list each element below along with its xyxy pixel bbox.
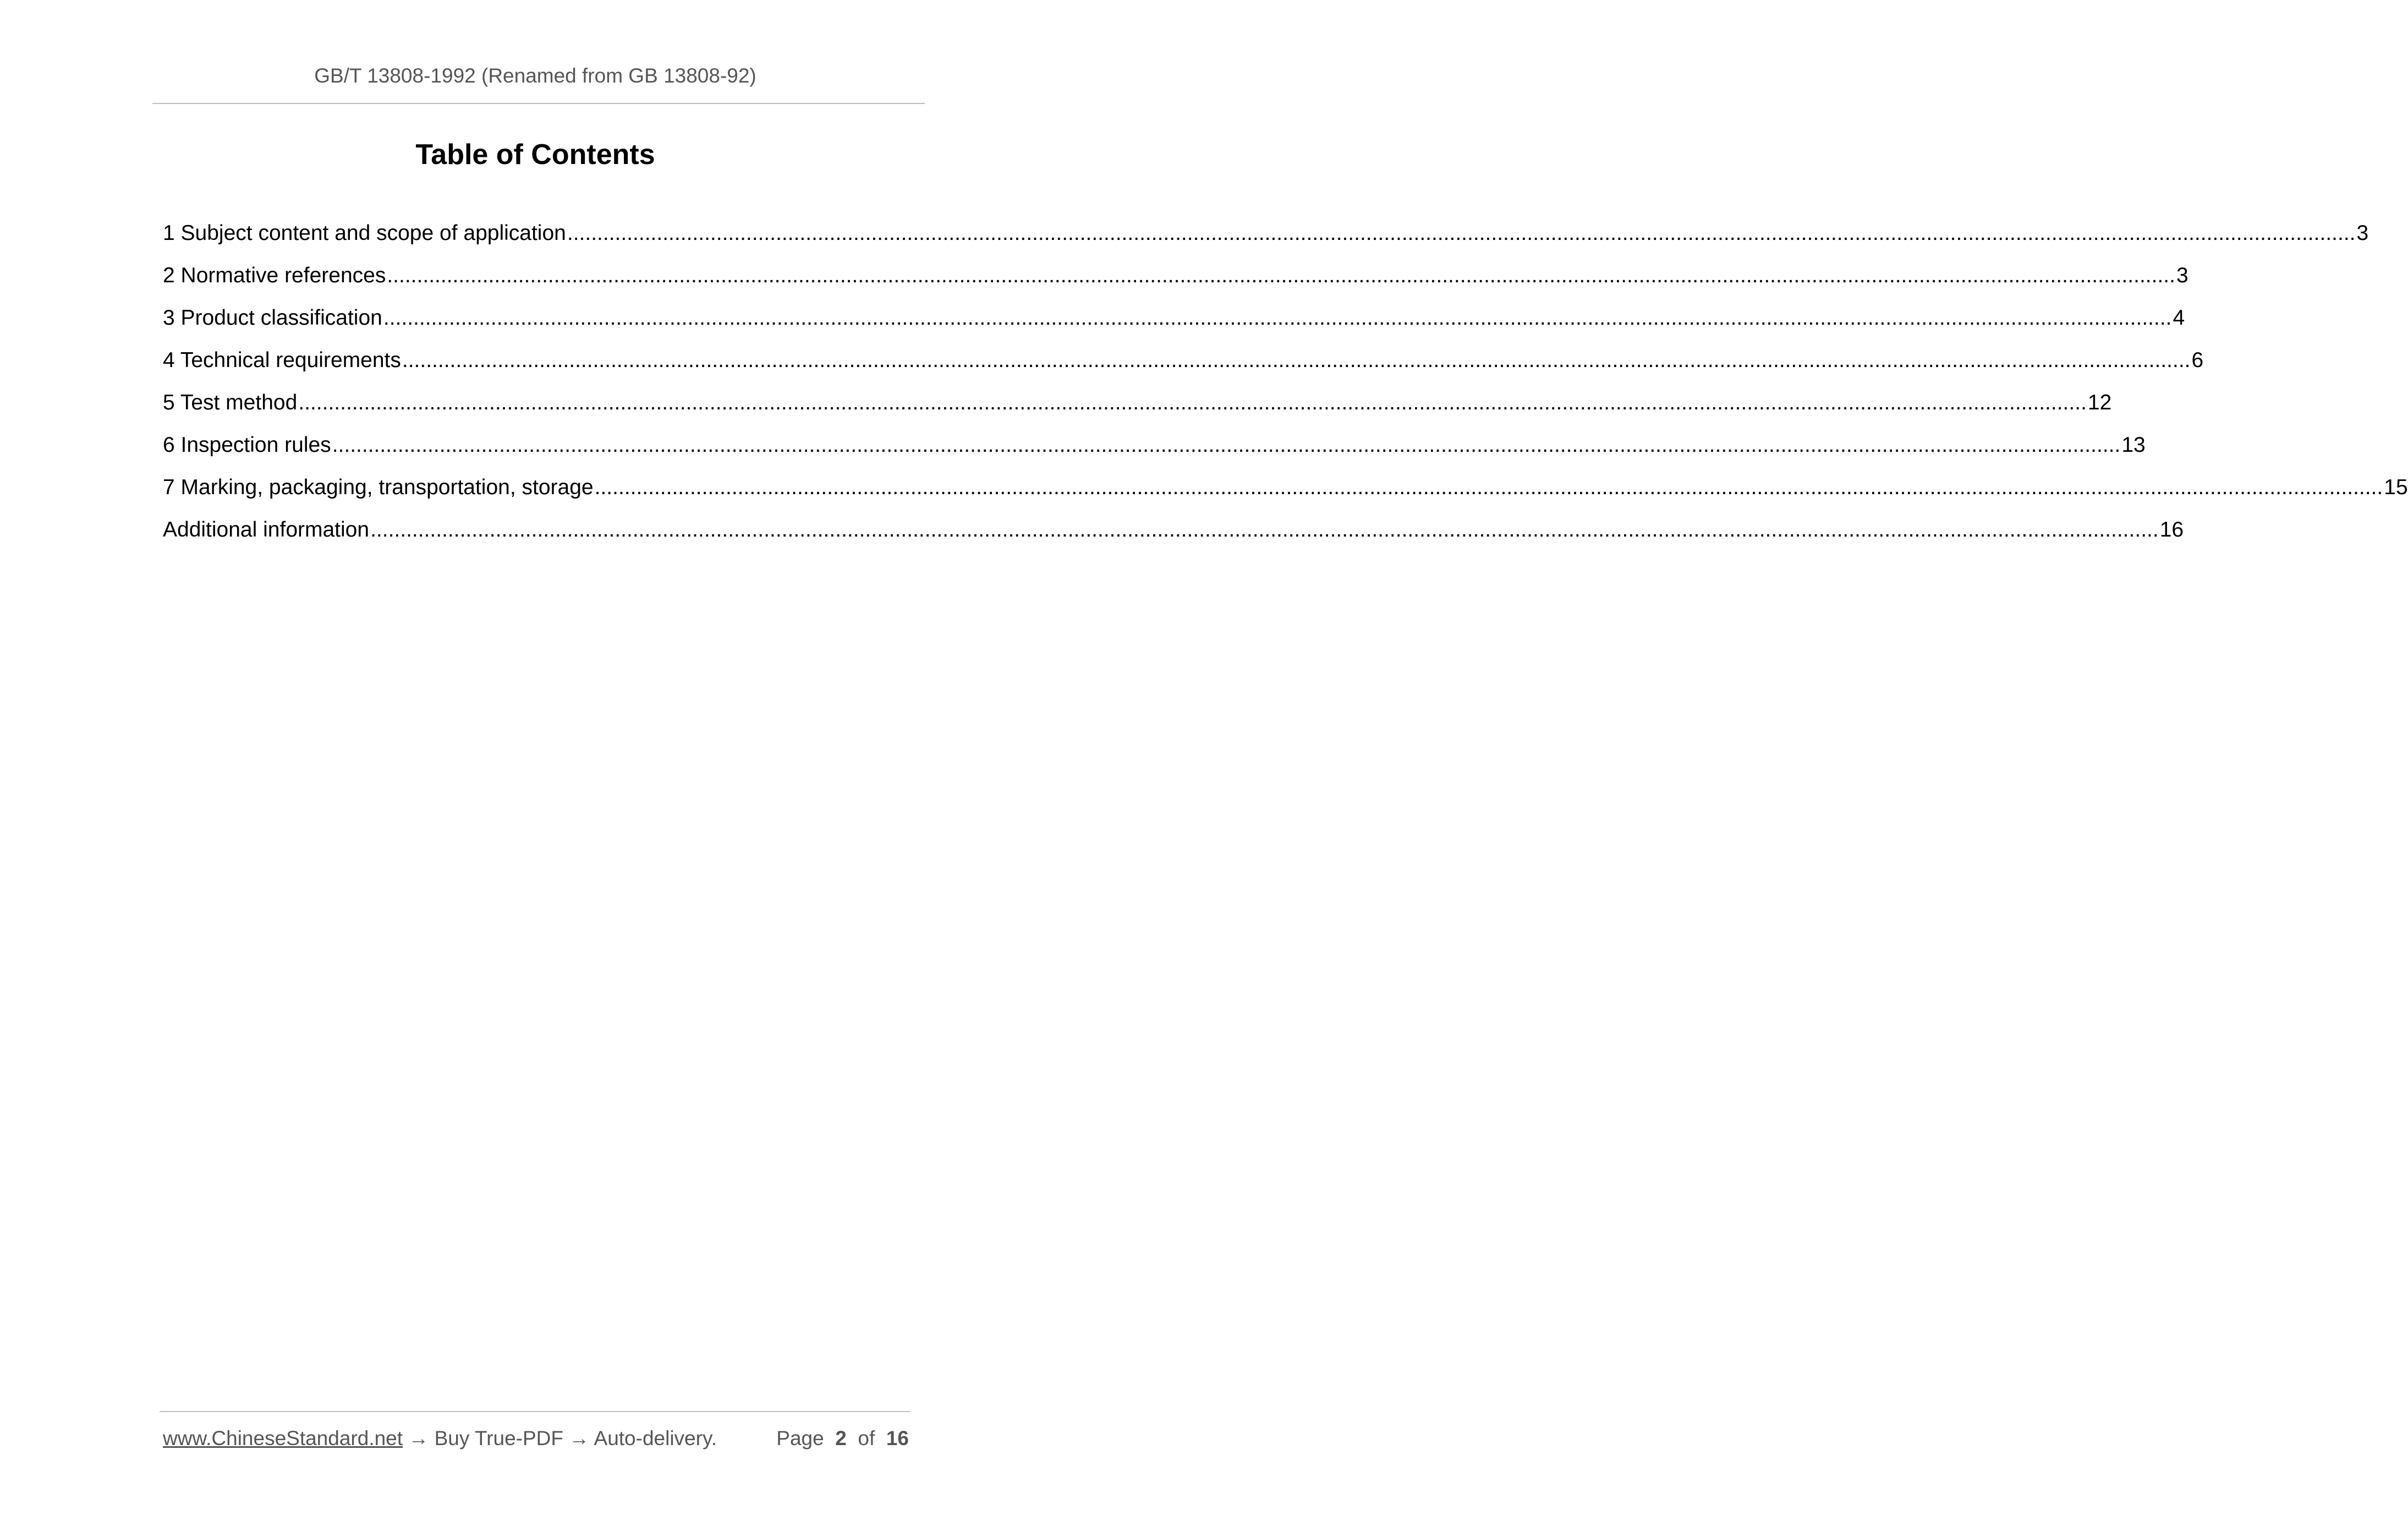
page-footer: [163, 1426, 909, 1454]
toc-entry-page: 6: [2191, 348, 2204, 372]
toc-entry-page: 4: [2173, 306, 2185, 330]
toc-dot-leader: ............................................................................................................................................................................................................................................................................................................: [370, 518, 2159, 542]
page-number: [776, 1426, 909, 1451]
footer-promo: [163, 1426, 717, 1451]
toc-entry-page: 12: [2087, 391, 2112, 414]
table-of-contents: [163, 218, 2408, 557]
website-link[interactable]: www.ChineseStandard.net: [163, 1427, 403, 1450]
of-word: of: [858, 1427, 875, 1450]
toc-dot-leader: ............................................................................................................................................................................................................................................................................................................: [298, 391, 2087, 414]
toc-entry-page: 3: [2176, 264, 2188, 287]
toc-entry-label: 6 Inspection rules: [163, 433, 331, 457]
toc-entry-label: Additional information: [163, 518, 370, 542]
toc-entry-label: 2 Normative references: [163, 264, 386, 287]
page-title: Table of Contents: [415, 139, 655, 171]
toc-entry-page: 3: [2356, 221, 2369, 245]
toc-dot-leader: ............................................................................................................................................................................................................................................................................................................: [387, 264, 2175, 287]
toc-dot-leader: ............................................................................................................................................................................................................................................................................................................: [332, 433, 2121, 457]
page-word: Page: [776, 1427, 824, 1450]
total-page-number: 16: [886, 1427, 909, 1450]
toc-entry[interactable]: [163, 303, 2185, 345]
toc-entry-label: 7 Marking, packaging, transportation, storage: [163, 475, 594, 499]
toc-entry[interactable]: [163, 515, 2184, 557]
footer-promo-text: → Buy True-PDF → Auto-delivery.: [403, 1427, 717, 1450]
toc-entry[interactable]: [163, 387, 2112, 430]
toc-entry-page: 16: [2159, 518, 2184, 542]
toc-entry-label: 5 Test method: [163, 391, 298, 414]
toc-dot-leader: ............................................................................................................................................................................................................................................................................................................: [402, 348, 2191, 372]
header-divider: [152, 103, 925, 104]
toc-dot-leader: ............................................................................................................................................................................................................................................................................................................: [383, 306, 2172, 330]
footer-divider: [160, 1411, 910, 1412]
toc-entry[interactable]: [163, 345, 2204, 387]
running-header: GB/T 13808-1992 (Renamed from GB 13808-92): [314, 64, 756, 87]
toc-entry[interactable]: [163, 430, 2146, 472]
toc-entry-label: 3 Product classification: [163, 306, 382, 330]
toc-dot-leader: ............................................................................................................................................................................................................................................................................................................: [594, 475, 2383, 499]
toc-entry-page: 15: [2384, 475, 2408, 499]
toc-dot-leader: ............................................................................................................................................................................................................................................................................................................: [567, 221, 2356, 245]
toc-entry[interactable]: [163, 472, 2408, 515]
toc-entry[interactable]: [163, 218, 2369, 260]
toc-entry-page: 13: [2121, 433, 2146, 457]
toc-entry-label: 4 Technical requirements: [163, 348, 401, 372]
current-page-number: 2: [835, 1427, 847, 1450]
toc-entry[interactable]: [163, 260, 2188, 303]
toc-entry-label: 1 Subject content and scope of application: [163, 221, 566, 245]
